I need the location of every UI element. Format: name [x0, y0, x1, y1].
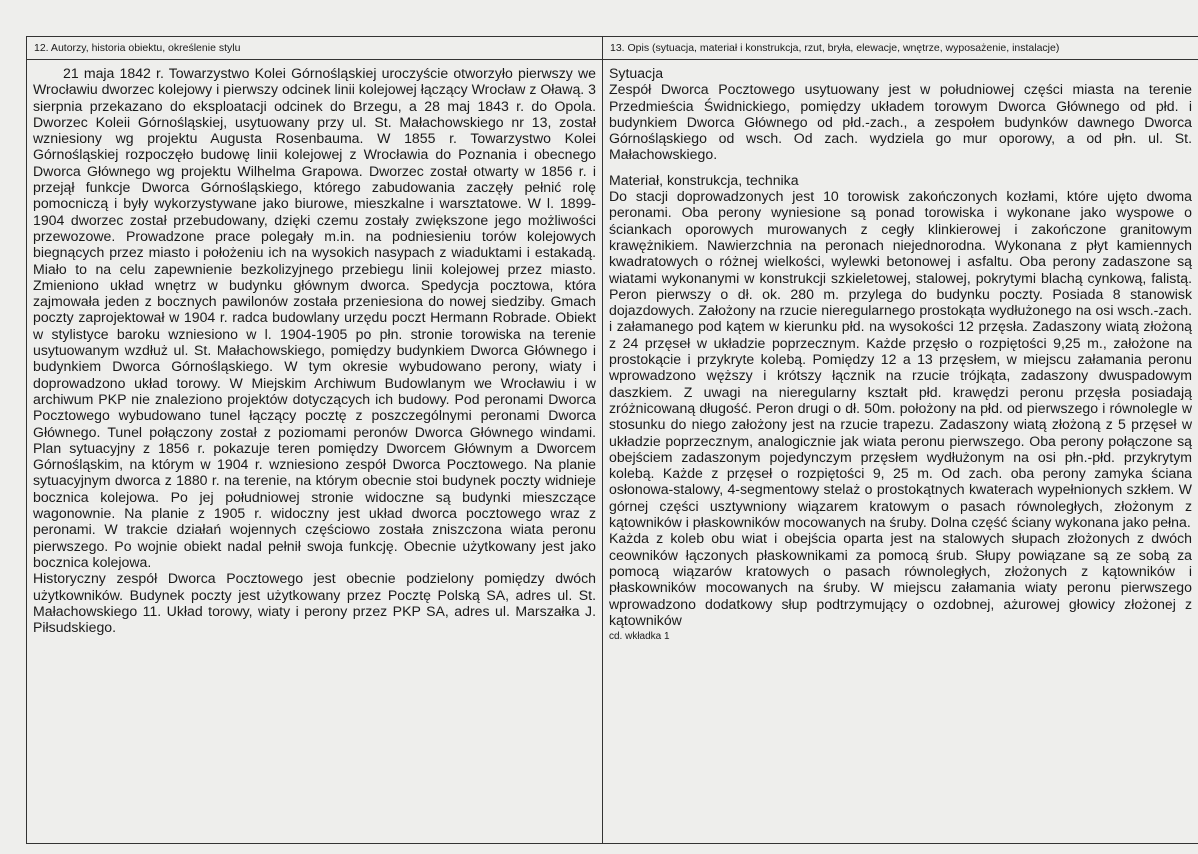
continuation-note: cd. wkładka 1 — [609, 631, 670, 643]
description-column — [603, 37, 1198, 843]
document-sheet — [26, 36, 1198, 844]
description-body — [603, 60, 1198, 643]
section-title-situation: Sytuacja — [609, 65, 664, 81]
section-text-situation: Zespół Dworca Pocztowego usytuowany jest w południowej części miasta na terenie Przedmieścia Świdnickiego, pomiędzy układem torowym Dworca Głównego od płd. i budynkiem Dworca Głównego od płd.-zach., a zespołem budynków dawnego Dworca Górnośląskiego od wsch. Od zach. wydziela go mur oporowy, a od płn. ul. St. Małachowskiego. — [609, 81, 1192, 163]
history-paragraph-2: Historyczny zespół Dworca Pocztowego jest obecnie podzielony pomiędzy dwóch użytkowników. Budynek poczty jest użytkowany przez Pocztę Polską SA, adres ul. St. Małachowskiego 11. Układ torowy, wiaty i perony przez PKP SA, adres ul. Marszałka J. Piłsudskiego. — [33, 570, 596, 636]
section-text-structure: Każda z koleb obu wiat i obejścia oparta jest na stalowych słupach złożonych z dwóch ceowników łączonych płaskownikami za pomocą śrub. Słupy powiązane są ze sobą za pomocą wiązarów kratowych o pasach równoległych, złożonych z kątowników i płaskowników mocowanych na śruby. W miejscu załamania wiaty peronu pierwszego wprowadzono dodatkowy słup podtrzymujący o ozdobnej, ażurowej głowicy złożonej z kątowników — [609, 530, 1192, 628]
section-title-material: Materiał, konstrukcja, technika — [609, 171, 799, 188]
history-paragraph-1: 21 maja 1842 r. Towarzystwo Kolei Górnośląskiej uroczyście otworzyło pierwszy we Wrocławiu dworzec kolejowy i pierwszy odcinek linii kolejowej łączący Wrocław z Oławą. 3 sierpnia przekazano do eksploatacji odcinek do Brzegu, a 28 maj 1843 r. do Opola. Dworzec Koleii Górnośląskiej, usytuowany przy ul. St. Małachowskiego nr 13, został wzniesiony wg projektu Augusta Rosenbauma. W 1855 r. Towarzystwo Kolei Górnośląskiej rozpoczęło budowę linii kolejowej z Wrocławia do Poznania i obecnego Dworca Głównego wg projektu Wilhelma Grapowa. Dworzec został otwarty w 1856 r. i przejął funkcje Dworca Górnośląskiego, którego zabudowania zaczęły pełnić rolę pomocniczą i były wykorzystywane jako biurowe, mieszkalne i warsztatowe. W l. 1899-1904 dworzec został przebudowany, dzięki czemu zostały zwiększone jego możliwości przewozowe. Prowadzone prace polegały m.in. na podniesieniu torów kolejowych biegnących przez miasto i położeniu ich na wysokich nasypach z wiaduktami i estakadą. Miało to na celu zapewnienie bezkolizyjnego przebiegu linii kolejowej przez miasto. Zmieniono układ wnętrz w budynku głównym dworca. Spedycja pocztowa, która zajmowała jeden z bocznych pawilonów została przeniesiona do nowej siedziby. Gmach poczty zaprojektował w 1904 r. radca budowlany urzędu poczt Hermann Robrade. Obiekt w stylistyce baroku wzniesiono w l. 1904-1905 po płn. stronie torowiska na terenie usytuowanym wzdłuż ul. St. Małachowskiego, pomiędzy budynkiem Dworca Głównego i budynkiem Dworca Górnośląskiego. W tym okresie wybudowano perony, wiaty i doprowadzono układ torowy. W Miejskim Archiwum Budowlanym we Wrocławiu i w archiwum PKP nie znaleziono projektów dotyczących ich budowy. Pod peronami Dworca Pocztowego wybudowano tunel łączący pocztę z poszczególnymi peronami Dworca Głównego. Tunel połączony został z poziomami peronów Dworca Głównego windami. Plan sytuacyjny z 1856 r. pokazuje teren pomiędzy Dworcem Głównym a Dworcem Górnośląskim, na którym w 1904 r. wzniesiono zespół Dworca Pocztowego. Na planie sytuacyjnym dworca z 1880 r. na terenie, na którym obecnie stoi budynek poczty widnieje bocznica kolejowa. Po jej południowej stronie widoczne są budynki mieszczące wagonownie. Na planie z 1905 r. widoczny jest układ dworca pocztowego wraz z peronami. W trakcie działań wojennych częściowo została zniszczona wiata peronu pierwszego. Po wojnie obiekt nadal pełnił swoja funkcję. Obecnie użytkowany jest jako bocznica kolejowa. — [33, 65, 596, 570]
history-header: 12. Autorzy, historia obiektu, określenie stylu — [27, 37, 602, 60]
history-body — [27, 60, 602, 635]
description-header: 13. Opis (sytuacja, materiał i konstrukcja, rzut, bryła, elewacje, wnętrze, wyposażenie, instalacje) — [603, 37, 1198, 60]
section-text-material: Do stacji doprowadzonych jest 10 torowisk zakończonych kozłami, które ujęto dwoma peronami. Oba perony wyniesione są ponad torowiska i wykonane jako wyspowe o ściankach oporowych murowanych z cegły klinkierowej i zakończone granitowym krawężnikiem. Nawierzchnia na peronach niejednorodna. Wykonana z płyt kamiennych kwadratowych o różnej wielkości, wylewki betonowej i asfaltu. Oba perony zadaszone są wiatami wykonanymi w konstrukcji szkieletowej, stalowej, pokrytymi blachą cynkową, falistą. Peron pierwszy o dł. ok. 280 m. przylega do budynku poczty. Posiada 8 stanowisk dojazdowych. Założony na rzucie nieregularnego prostokąta wydłużonego na osi wsch.-zach. i załamanego pod kątem w kierunku płd. na wysokości 12 przęsła. Zadaszony wiatą złożoną z 24 przęseł w układzie poprzecznym. Każde przęsło o rozpiętości 9,25 m., założone na prostokącie i przykryte kolebą. Pomiędzy 12 a 13 przęsłem, w miejscu załamania peronu wprowadzono węższy i krótszy łącznik na rzucie trójkąta, zadaszony dwuspadowym daszkiem. Z uwagi na nieregularny kształt płd. krawędzi peronu przęsła posiadają zróżnicowaną długość. Peron drugi o dł. 50m. położony na płd. od pierwszego i równolegle w stosunku do niego założony jest na rzucie trapezu. Zadaszony wiatą złożoną z 5 przęseł w układzie poprzecznym, analogicznie jak wiata peronu pierwszego. Oba perony połączone są obejściem zadaszonym pojedynczym przęsłem wydłużonym na osi płn.-płd. przykrytym kolebą. Każde z przęseł o rozpiętości 9, 25 m. Od zach. oba perony zamyka ściana osłonowa-stalowy, 4-segmentowy stelaż o prostokątnych kwaterach wypełnionych szkłem. W górnej części usztywniony wiązarem kratowym o pasach równoległych, złożonym z kątowników i płaskowników mocowanych na śruby. Dolna część ściany wykonana jako pełna. — [609, 188, 1192, 531]
history-column — [27, 37, 603, 843]
